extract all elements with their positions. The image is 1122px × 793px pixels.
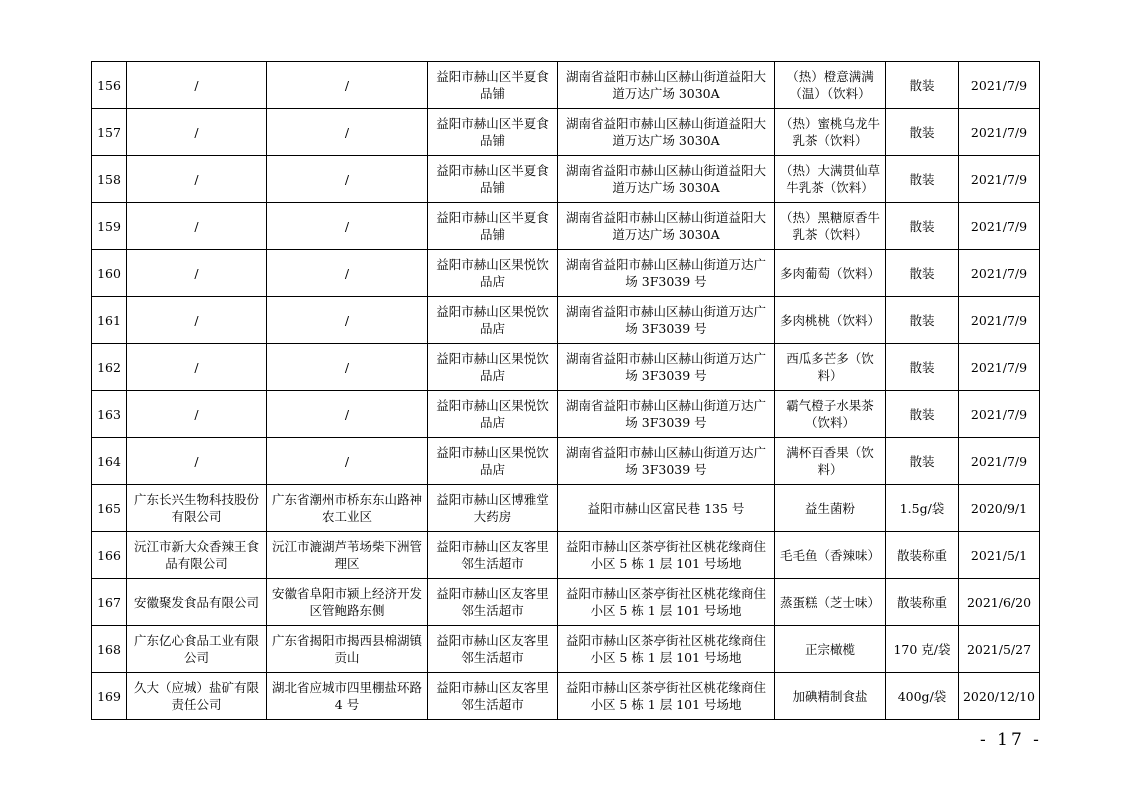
product-name-cell: 满杯百香果（饮料） xyxy=(775,438,886,485)
table-row xyxy=(92,203,1040,250)
table-row xyxy=(92,626,1040,673)
specification-cell: 散装 xyxy=(886,109,959,156)
product-name-cell: 霸气橙子水果茶（饮料） xyxy=(775,391,886,438)
sampled-unit-address-cell: 湖南省益阳市赫山区赫山街道万达广场 3F3039 号 xyxy=(558,344,775,391)
sampled-unit-cell: 益阳市赫山区果悦饮品店 xyxy=(428,344,558,391)
sampled-unit-address-cell: 湖南省益阳市赫山区赫山街道万达广场 3F3039 号 xyxy=(558,391,775,438)
manufacturer-cell: / xyxy=(127,391,267,438)
production-date-cell: 2021/7/9 xyxy=(959,438,1040,485)
production-date-cell: 2021/6/20 xyxy=(959,579,1040,626)
manufacturer-cell: 久大（应城）盐矿有限责任公司 xyxy=(127,673,267,720)
sampled-unit-cell: 益阳市赫山区友客里邻生活超市 xyxy=(428,673,558,720)
manufacturer-address-cell: 广东省潮州市桥东东山路神农工业区 xyxy=(267,485,428,532)
manufacturer-address-cell: 安徽省阜阳市颍上经济开发区管鲍路东侧 xyxy=(267,579,428,626)
table-row xyxy=(92,438,1040,485)
manufacturer-cell: / xyxy=(127,62,267,109)
row-number-cell: 156 xyxy=(92,62,127,109)
specification-cell: 散装 xyxy=(886,250,959,297)
sampled-unit-cell: 益阳市赫山区友客里邻生活超市 xyxy=(428,579,558,626)
row-number-cell: 169 xyxy=(92,673,127,720)
manufacturer-cell: / xyxy=(127,344,267,391)
table-row xyxy=(92,250,1040,297)
product-name-cell: 毛毛鱼（香辣味） xyxy=(775,532,886,579)
table-row xyxy=(92,532,1040,579)
production-date-cell: 2021/7/9 xyxy=(959,156,1040,203)
table-row xyxy=(92,62,1040,109)
specification-cell: 散装 xyxy=(886,344,959,391)
table-row xyxy=(92,344,1040,391)
sampled-unit-address-cell: 湖南省益阳市赫山区赫山街道益阳大道万达广场 3030A xyxy=(558,203,775,250)
product-name-cell: 正宗橄榄 xyxy=(775,626,886,673)
row-number-cell: 157 xyxy=(92,109,127,156)
manufacturer-address-cell: / xyxy=(267,62,428,109)
table-row xyxy=(92,579,1040,626)
manufacturer-cell: / xyxy=(127,109,267,156)
product-name-cell: 益生菌粉 xyxy=(775,485,886,532)
manufacturer-address-cell: / xyxy=(267,156,428,203)
sampled-unit-cell: 益阳市赫山区半夏食品铺 xyxy=(428,156,558,203)
sampled-unit-address-cell: 湖南省益阳市赫山区赫山街道万达广场 3F3039 号 xyxy=(558,250,775,297)
product-name-cell: （热）蜜桃乌龙牛乳茶（饮料） xyxy=(775,109,886,156)
sampled-unit-address-cell: 益阳市赫山区茶亭街社区桃花缘商住小区 5 栋 1 层 101 号场地 xyxy=(558,626,775,673)
sampled-unit-address-cell: 湖南省益阳市赫山区赫山街道益阳大道万达广场 3030A xyxy=(558,156,775,203)
row-number-cell: 158 xyxy=(92,156,127,203)
production-date-cell: 2020/12/10 xyxy=(959,673,1040,720)
production-date-cell: 2021/7/9 xyxy=(959,109,1040,156)
specification-cell: 散装称重 xyxy=(886,532,959,579)
product-name-cell: 多肉葡萄（饮料） xyxy=(775,250,886,297)
sampled-unit-cell: 益阳市赫山区果悦饮品店 xyxy=(428,250,558,297)
production-date-cell: 2021/7/9 xyxy=(959,391,1040,438)
manufacturer-address-cell: / xyxy=(267,203,428,250)
manufacturer-address-cell: / xyxy=(267,391,428,438)
manufacturer-address-cell: / xyxy=(267,250,428,297)
production-date-cell: 2021/7/9 xyxy=(959,344,1040,391)
sampled-unit-cell: 益阳市赫山区果悦饮品店 xyxy=(428,297,558,344)
product-name-cell: （热）大满贯仙草牛乳茶（饮料） xyxy=(775,156,886,203)
production-date-cell: 2021/7/9 xyxy=(959,203,1040,250)
product-name-cell: 西瓜多芒多（饮料） xyxy=(775,344,886,391)
sampled-unit-address-cell: 益阳市赫山区茶亭街社区桃花缘商住小区 5 栋 1 层 101 号场地 xyxy=(558,673,775,720)
production-date-cell: 2021/5/27 xyxy=(959,626,1040,673)
sampled-unit-address-cell: 湖南省益阳市赫山区赫山街道益阳大道万达广场 3030A xyxy=(558,62,775,109)
sampled-unit-cell: 益阳市赫山区果悦饮品店 xyxy=(428,438,558,485)
product-name-cell: （热）橙意满满（温）（饮料） xyxy=(775,62,886,109)
row-number-cell: 163 xyxy=(92,391,127,438)
sampled-unit-cell: 益阳市赫山区半夏食品铺 xyxy=(428,203,558,250)
table-row xyxy=(92,297,1040,344)
table-row xyxy=(92,156,1040,203)
sampled-unit-address-cell: 湖南省益阳市赫山区赫山街道益阳大道万达广场 3030A xyxy=(558,109,775,156)
row-number-cell: 164 xyxy=(92,438,127,485)
table-row xyxy=(92,391,1040,438)
specification-cell: 散装称重 xyxy=(886,579,959,626)
product-name-cell: 蒸蛋糕（芝士味） xyxy=(775,579,886,626)
table-row xyxy=(92,673,1040,720)
table-row xyxy=(92,485,1040,532)
manufacturer-address-cell: 沅江市漉湖芦苇场柴下洲管理区 xyxy=(267,532,428,579)
row-number-cell: 166 xyxy=(92,532,127,579)
sampled-unit-cell: 益阳市赫山区果悦饮品店 xyxy=(428,391,558,438)
row-number-cell: 162 xyxy=(92,344,127,391)
specification-cell: 散装 xyxy=(886,391,959,438)
product-name-cell: 加碘精制食盐 xyxy=(775,673,886,720)
specification-cell: 散装 xyxy=(886,203,959,250)
page-number: - 17 - xyxy=(980,730,1042,750)
sampled-unit-address-cell: 湖南省益阳市赫山区赫山街道万达广场 3F3039 号 xyxy=(558,297,775,344)
table-row xyxy=(92,109,1040,156)
manufacturer-cell: / xyxy=(127,438,267,485)
manufacturer-cell: 广东长兴生物科技股份有限公司 xyxy=(127,485,267,532)
specification-cell: 散装 xyxy=(886,297,959,344)
sampled-unit-cell: 益阳市赫山区半夏食品铺 xyxy=(428,62,558,109)
manufacturer-address-cell: 湖北省应城市四里棚盐环路 4 号 xyxy=(267,673,428,720)
row-number-cell: 167 xyxy=(92,579,127,626)
manufacturer-address-cell: / xyxy=(267,297,428,344)
sampling-results-table xyxy=(91,61,1040,720)
manufacturer-cell: / xyxy=(127,250,267,297)
manufacturer-address-cell: / xyxy=(267,438,428,485)
sampled-unit-address-cell: 湖南省益阳市赫山区赫山街道万达广场 3F3039 号 xyxy=(558,438,775,485)
manufacturer-address-cell: / xyxy=(267,344,428,391)
row-number-cell: 165 xyxy=(92,485,127,532)
product-name-cell: 多肉桃桃（饮料） xyxy=(775,297,886,344)
sampled-unit-cell: 益阳市赫山区博雅堂大药房 xyxy=(428,485,558,532)
production-date-cell: 2021/5/1 xyxy=(959,532,1040,579)
product-name-cell: （热）黑糖原香牛乳茶（饮料） xyxy=(775,203,886,250)
production-date-cell: 2020/9/1 xyxy=(959,485,1040,532)
sampled-unit-cell: 益阳市赫山区友客里邻生活超市 xyxy=(428,626,558,673)
manufacturer-cell: 广东亿心食品工业有限公司 xyxy=(127,626,267,673)
specification-cell: 散装 xyxy=(886,438,959,485)
production-date-cell: 2021/7/9 xyxy=(959,297,1040,344)
row-number-cell: 160 xyxy=(92,250,127,297)
production-date-cell: 2021/7/9 xyxy=(959,62,1040,109)
specification-cell: 1.5g/袋 xyxy=(886,485,959,532)
manufacturer-address-cell: 广东省揭阳市揭西县棉湖镇贡山 xyxy=(267,626,428,673)
table-body xyxy=(92,62,1040,720)
specification-cell: 400g/袋 xyxy=(886,673,959,720)
manufacturer-cell: 安徽聚发食品有限公司 xyxy=(127,579,267,626)
manufacturer-cell: / xyxy=(127,203,267,250)
specification-cell: 散装 xyxy=(886,156,959,203)
sampled-unit-address-cell: 益阳市赫山区富民巷 135 号 xyxy=(558,485,775,532)
sampled-unit-address-cell: 益阳市赫山区茶亭街社区桃花缘商住小区 5 栋 1 层 101 号场地 xyxy=(558,532,775,579)
row-number-cell: 161 xyxy=(92,297,127,344)
production-date-cell: 2021/7/9 xyxy=(959,250,1040,297)
sampled-unit-address-cell: 益阳市赫山区茶亭街社区桃花缘商住小区 5 栋 1 层 101 号场地 xyxy=(558,579,775,626)
manufacturer-cell: 沅江市新大众香辣王食品有限公司 xyxy=(127,532,267,579)
manufacturer-cell: / xyxy=(127,156,267,203)
sampled-unit-cell: 益阳市赫山区友客里邻生活超市 xyxy=(428,532,558,579)
specification-cell: 170 克/袋 xyxy=(886,626,959,673)
row-number-cell: 159 xyxy=(92,203,127,250)
manufacturer-address-cell: / xyxy=(267,109,428,156)
specification-cell: 散装 xyxy=(886,62,959,109)
sampled-unit-cell: 益阳市赫山区半夏食品铺 xyxy=(428,109,558,156)
row-number-cell: 168 xyxy=(92,626,127,673)
manufacturer-cell: / xyxy=(127,297,267,344)
